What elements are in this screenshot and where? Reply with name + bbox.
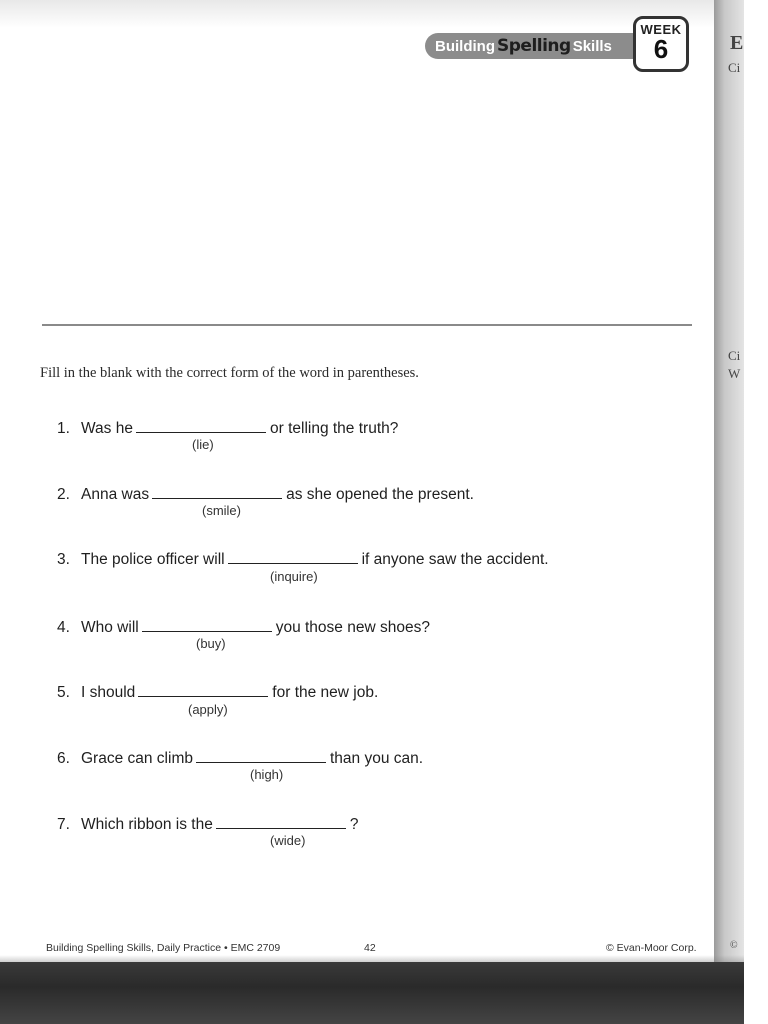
word-hint: (buy): [196, 636, 226, 651]
answer-blank[interactable]: [142, 619, 272, 632]
next-page-ci-2: Ci: [728, 348, 741, 363]
item-number: 1.: [57, 420, 70, 437]
exercise-item-6: [57, 750, 423, 768]
word-hint: (inquire): [270, 569, 318, 584]
exercise-item-5: [57, 684, 378, 702]
answer-blank[interactable]: [228, 551, 358, 564]
exercise-item-7: [57, 816, 358, 834]
instructions-text: Fill in the blank with the correct form of the word in parentheses.: [40, 365, 419, 381]
item-text-before: Grace can climb: [81, 750, 193, 767]
banner-skills: Skills: [572, 37, 612, 55]
section-divider: [42, 324, 692, 326]
week-badge: [633, 16, 689, 72]
answer-blank[interactable]: [216, 816, 346, 829]
answer-blank[interactable]: [138, 684, 268, 697]
page-top-shadow: [0, 0, 714, 28]
next-page-w: W: [728, 366, 741, 381]
item-text-after: ?: [349, 816, 359, 833]
scanner-bottom-band: [0, 962, 744, 1024]
footer-title: Building Spelling Skills, Daily Practice • EMC 2709: [46, 942, 281, 954]
item-text-after: as she opened the present.: [286, 486, 474, 503]
item-number: 5.: [57, 684, 70, 701]
item-number: 2.: [57, 486, 70, 503]
item-text-before: Anna was: [81, 486, 150, 503]
item-text-before: I should: [81, 684, 136, 701]
item-number: 7.: [57, 816, 70, 833]
banner-building: Building: [435, 37, 495, 55]
item-number: 4.: [57, 619, 70, 636]
background-right: [744, 0, 768, 1024]
item-text-after: you those new shoes?: [275, 619, 430, 636]
item-number: 3.: [57, 551, 70, 568]
item-text-before: Who will: [81, 619, 139, 636]
banner-spelling: Spelling: [497, 36, 571, 56]
word-hint: (apply): [188, 702, 228, 717]
word-hint: (smile): [202, 503, 241, 518]
week-number: 6: [653, 34, 669, 64]
word-hint: (wide): [270, 833, 306, 848]
item-text-after: than you can.: [329, 750, 424, 767]
answer-blank[interactable]: [152, 486, 282, 499]
item-text-after: for the new job.: [272, 684, 379, 701]
exercise-item-1: [57, 420, 398, 438]
item-text-before: The police officer will: [81, 551, 225, 568]
word-hint: (lie): [192, 437, 214, 452]
exercise-item-3: [57, 551, 549, 569]
building-spelling-skills-banner: [425, 33, 635, 59]
next-page-copyright: ©: [730, 940, 738, 951]
week-label: WEEK: [640, 22, 682, 37]
exercise-item-4: [57, 619, 430, 637]
item-text-before: Which ribbon is the: [81, 816, 213, 833]
item-text-after: if anyone saw the accident.: [361, 551, 549, 568]
next-page-letter-e: E: [730, 32, 744, 54]
item-text-before: Was he: [81, 420, 133, 437]
next-page-edge: [714, 0, 744, 962]
footer-copyright: © Evan-Moor Corp.: [606, 942, 697, 954]
item-number: 6.: [57, 750, 70, 767]
answer-blank[interactable]: [136, 420, 266, 433]
exercise-item-2: [57, 486, 474, 504]
page-number: 42: [364, 942, 376, 954]
item-text-after: or telling the truth?: [269, 420, 399, 437]
word-hint: (high): [250, 767, 284, 782]
answer-blank[interactable]: [196, 750, 326, 763]
next-page-ci-1: Ci: [728, 60, 741, 75]
